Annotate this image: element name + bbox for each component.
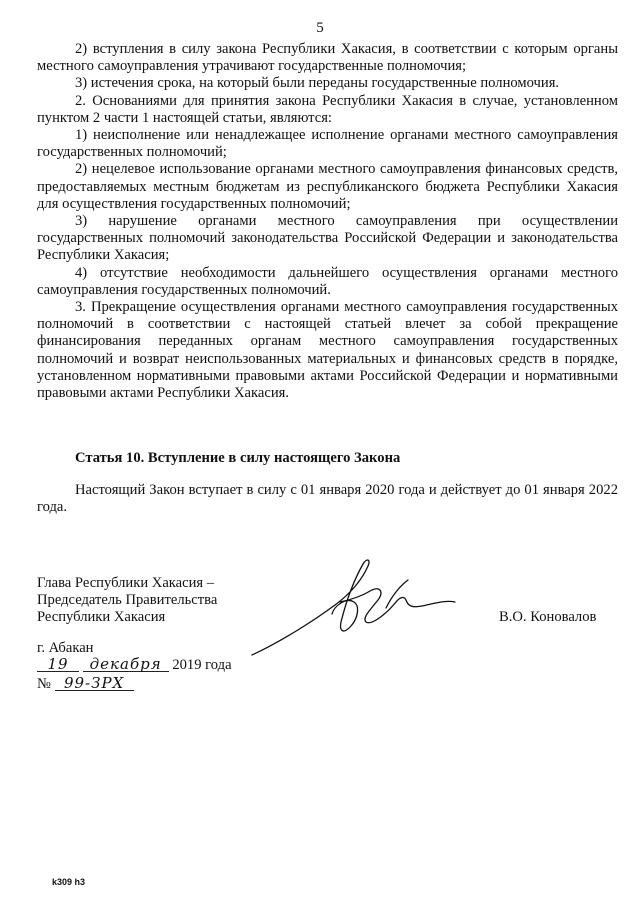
number-sign: № bbox=[37, 676, 51, 692]
paragraph: 4) отсутствие необходимости дальнейшего осуществления органами местного самоуправления государственных полномочий. bbox=[37, 264, 618, 298]
year-label: 2019 года bbox=[172, 657, 232, 673]
paragraph: 3. Прекращение осуществления органами местного самоуправления государственных полномочий в соответствии с настоящей статьей влечет за собой прекращение финансирования переданных органам местного самоуправления государственных полномочий и возврат неиспользованных материальных и финансовых средств в порядке, установленном нормативными правовыми актами Российской Федерации и нормативными правовыми актами Республики Хакасия. bbox=[37, 299, 618, 402]
paragraph: 2. Основаниями для принятия закона Республики Хакасия в случае, установленном пунктом 2 части 1 настоящей статьи, являются: bbox=[37, 92, 618, 126]
handwritten-day: 19 bbox=[37, 657, 79, 672]
signatory-name: В.О. Коновалов bbox=[499, 609, 597, 625]
handwritten-month: декабря bbox=[83, 657, 169, 672]
handwritten-number: 99-ЗРХ bbox=[55, 676, 134, 691]
law-number bbox=[37, 676, 134, 693]
article-heading: Статья 10. Вступление в силу настоящего Закона bbox=[75, 450, 401, 466]
city: г. Абакан bbox=[37, 640, 94, 656]
handwritten-signature bbox=[250, 550, 485, 660]
signatory-title-line: Республики Хакасия bbox=[37, 609, 166, 626]
signatory-title bbox=[37, 575, 217, 627]
footer-code: k309 h3 bbox=[52, 877, 86, 887]
signatory-title-line: Глава Республики Хакасия – bbox=[37, 575, 215, 591]
document-body bbox=[37, 41, 618, 402]
paragraph: 3) нарушение органами местного самоуправления при осуществлении государственных полномочий законодательства Российской Федерации и законодательства Республики Хакасия; bbox=[37, 213, 618, 264]
signing-date bbox=[37, 657, 232, 674]
paragraph: 2) вступления в силу закона Республики Хакасия, в соответствии с которым органы местного самоуправления утрачивают государственные полномочия; bbox=[37, 41, 618, 75]
paragraph: 1) неисполнение или ненадлежащее исполнение органами местного самоуправления государственных полномочий; bbox=[37, 127, 618, 161]
paragraph: 3) истечения срока, на который были переданы государственные полномочия. bbox=[75, 75, 560, 92]
article-text: Настоящий Закон вступает в силу с 01 января 2020 года и действует до 01 января 2022 года. bbox=[37, 482, 618, 516]
signatory-title-line: Председатель Правительства bbox=[37, 592, 218, 609]
page-number: 5 bbox=[316, 20, 324, 36]
paragraph: 2) нецелевое использование органами местного самоуправления финансовых средств, предоставляемых местным бюджетам из республиканского бюджета Республики Хакасия для осуществления государственных полномочий; bbox=[37, 161, 618, 212]
